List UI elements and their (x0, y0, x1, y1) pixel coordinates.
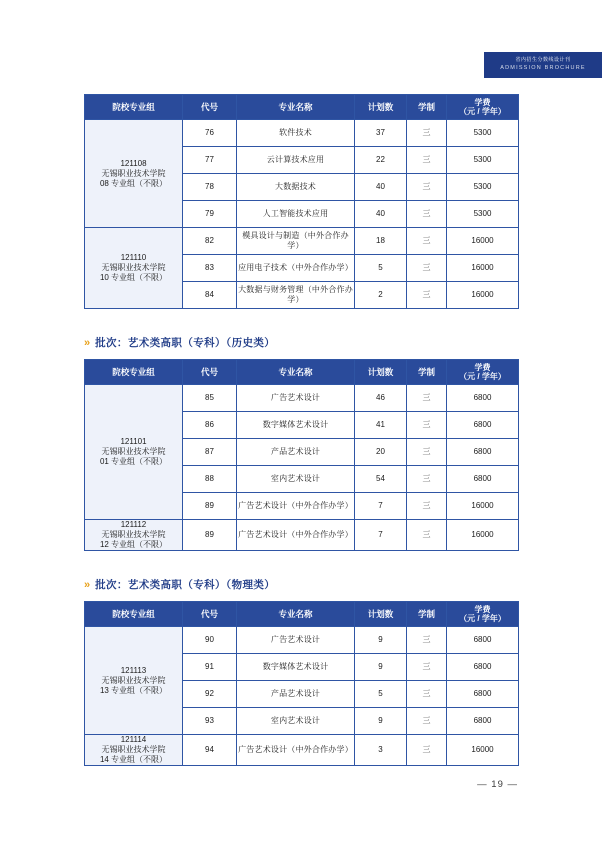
column-header: 代号 (183, 95, 237, 120)
years-cell: 三 (407, 385, 447, 412)
column-header (447, 95, 519, 120)
tuition-cell: 16000 (447, 282, 519, 309)
major-name-cell: 广告艺术设计（中外合作办学） (237, 493, 355, 520)
code-cell: 94 (183, 735, 237, 766)
major-group-cell (85, 385, 183, 520)
tuition-cell: 6800 (447, 385, 519, 412)
column-header-line1: 学费 (474, 362, 491, 372)
plan-table (84, 601, 519, 766)
years-cell: 三 (407, 466, 447, 493)
major-group-line: 无锡职业技术学院 (101, 263, 166, 272)
years-cell: 三 (407, 174, 447, 201)
plan-count-cell: 41 (355, 412, 407, 439)
major-group-line: 121113 (120, 665, 147, 675)
page-number: — 19 — (477, 779, 518, 790)
major-name-cell: 大数据与财务管理（中外合作办学） (237, 282, 355, 309)
major-group-line: 121110 (120, 253, 147, 262)
tuition-cell: 5300 (447, 120, 519, 147)
major-group-cell (85, 627, 183, 735)
column-header: 院校专业组 (85, 360, 183, 385)
column-header: 代号 (183, 360, 237, 385)
plan-count-cell: 22 (355, 147, 407, 174)
plan-block (84, 335, 518, 551)
major-name-cell: 广告艺术设计（中外合作办学） (237, 735, 355, 766)
table-header-row (85, 95, 519, 120)
major-name-cell: 人工智能技术应用 (237, 201, 355, 228)
column-header-line1: 学费 (474, 604, 491, 614)
column-header: 院校专业组 (85, 95, 183, 120)
years-cell: 三 (407, 147, 447, 174)
tuition-cell: 6800 (447, 439, 519, 466)
section-title-label: 批次：艺术类高职（专科）（物理类） (95, 579, 276, 591)
major-group-line: 无锡职业技术学院 (101, 530, 166, 539)
page-content (84, 94, 518, 766)
major-name-cell: 云计算技术应用 (237, 147, 355, 174)
plan-count-cell: 40 (355, 201, 407, 228)
double-chevron-icon: » (84, 336, 89, 349)
tuition-cell: 16000 (447, 255, 519, 282)
column-header (447, 360, 519, 385)
years-cell: 三 (407, 493, 447, 520)
major-group-line: 无锡职业技术学院 (101, 745, 166, 754)
plan-count-cell: 20 (355, 439, 407, 466)
code-cell: 92 (183, 681, 237, 708)
major-name-cell: 室内艺术设计 (237, 466, 355, 493)
years-cell: 三 (407, 708, 447, 735)
years-cell: 三 (407, 627, 447, 654)
column-header-line2: （元 / 学年） (459, 614, 506, 623)
tuition-cell: 6800 (447, 708, 519, 735)
column-header-line2: （元 / 学年） (459, 372, 506, 381)
column-header (447, 602, 519, 627)
table-header-row (85, 360, 519, 385)
years-cell: 三 (407, 228, 447, 255)
code-cell: 93 (183, 708, 237, 735)
column-header: 计划数 (355, 360, 407, 385)
plan-count-cell: 7 (355, 520, 407, 551)
code-cell: 91 (183, 654, 237, 681)
major-group-line: 13 专业组（不限） (99, 685, 168, 695)
column-header-line2: （元 / 学年） (459, 107, 506, 116)
column-header: 专业名称 (237, 95, 355, 120)
major-group-line: 121101 (120, 437, 147, 446)
plan-table (84, 94, 519, 309)
plan-count-cell: 3 (355, 735, 407, 766)
years-cell: 三 (407, 735, 447, 766)
code-cell: 77 (183, 147, 237, 174)
major-group-line: 无锡职业技术学院 (101, 675, 166, 685)
code-cell: 82 (183, 228, 237, 255)
years-cell: 三 (407, 282, 447, 309)
code-cell: 79 (183, 201, 237, 228)
years-cell: 三 (407, 439, 447, 466)
years-cell: 三 (407, 681, 447, 708)
column-header: 学制 (407, 360, 447, 385)
plan-block (84, 94, 518, 309)
tuition-cell: 5300 (447, 147, 519, 174)
major-name-cell: 广告艺术设计 (237, 627, 355, 654)
code-cell: 84 (183, 282, 237, 309)
column-header-line1: 学费 (474, 97, 491, 107)
table-header-row (85, 602, 519, 627)
years-cell: 三 (407, 520, 447, 551)
tuition-cell: 16000 (447, 493, 519, 520)
major-group-line: 无锡职业技术学院 (101, 168, 166, 178)
double-chevron-icon: » (84, 578, 89, 591)
plan-count-cell: 5 (355, 681, 407, 708)
column-header: 代号 (183, 602, 237, 627)
table-row (85, 735, 519, 766)
major-name-cell: 广告艺术设计（中外合作办学） (237, 520, 355, 551)
plan-count-cell: 46 (355, 385, 407, 412)
blocks-root (84, 94, 518, 766)
major-group-line: 121112 (120, 520, 147, 529)
tuition-cell: 6800 (447, 681, 519, 708)
major-name-cell: 软件技术 (237, 120, 355, 147)
corner-banner-cn: 省内招生分数线设计刊 (515, 57, 571, 64)
tuition-cell: 5300 (447, 201, 519, 228)
major-name-cell: 产品艺术设计 (237, 681, 355, 708)
corner-banner-en: ADMISSION BROCHURE (500, 64, 586, 71)
plan-count-cell: 5 (355, 255, 407, 282)
table-row (85, 627, 519, 654)
tuition-cell: 6800 (447, 466, 519, 493)
tuition-cell: 16000 (447, 735, 519, 766)
plan-count-cell: 2 (355, 282, 407, 309)
tuition-cell: 16000 (447, 520, 519, 551)
column-header: 院校专业组 (85, 602, 183, 627)
code-cell: 85 (183, 385, 237, 412)
tuition-cell: 6800 (447, 654, 519, 681)
major-group-line: 121114 (120, 735, 147, 744)
major-name-cell: 应用电子技术（中外合作办学） (237, 255, 355, 282)
major-group-cell (85, 735, 183, 766)
corner-banner (484, 52, 602, 78)
table-row (85, 228, 519, 255)
major-name-cell: 广告艺术设计 (237, 385, 355, 412)
column-header: 计划数 (355, 95, 407, 120)
code-cell: 90 (183, 627, 237, 654)
plan-count-cell: 7 (355, 493, 407, 520)
plan-count-cell: 18 (355, 228, 407, 255)
years-cell: 三 (407, 120, 447, 147)
major-group-line: 08 专业组（不限） (99, 178, 168, 188)
table-row (85, 385, 519, 412)
major-group-cell (85, 228, 183, 309)
code-cell: 89 (183, 493, 237, 520)
column-header: 学制 (407, 602, 447, 627)
major-name-cell: 数字媒体艺术设计 (237, 412, 355, 439)
code-cell: 78 (183, 174, 237, 201)
major-group-line: 121108 (120, 158, 147, 168)
major-name-cell: 大数据技术 (237, 174, 355, 201)
plan-count-cell: 9 (355, 708, 407, 735)
column-header: 专业名称 (237, 602, 355, 627)
code-cell: 86 (183, 412, 237, 439)
years-cell: 三 (407, 201, 447, 228)
major-name-cell: 数字媒体艺术设计 (237, 654, 355, 681)
major-group-line: 01 专业组（不限） (99, 457, 168, 466)
years-cell: 三 (407, 654, 447, 681)
table-row (85, 520, 519, 551)
major-group-line: 无锡职业技术学院 (101, 447, 166, 456)
section-title-label: 批次：艺术类高职（专科）（历史类） (95, 337, 276, 349)
major-group-line: 12 专业组（不限） (99, 540, 168, 549)
tuition-cell: 6800 (447, 412, 519, 439)
code-cell: 76 (183, 120, 237, 147)
plan-count-cell: 54 (355, 466, 407, 493)
section-title (84, 335, 518, 350)
code-cell: 87 (183, 439, 237, 466)
code-cell: 89 (183, 520, 237, 551)
plan-table (84, 359, 519, 551)
plan-count-cell: 9 (355, 654, 407, 681)
tuition-cell: 5300 (447, 174, 519, 201)
plan-count-cell: 37 (355, 120, 407, 147)
code-cell: 88 (183, 466, 237, 493)
plan-count-cell: 40 (355, 174, 407, 201)
section-title (84, 577, 518, 592)
major-name-cell: 模具设计与制造（中外合作办学） (237, 228, 355, 255)
major-name-cell: 产品艺术设计 (237, 439, 355, 466)
plan-block (84, 577, 518, 766)
column-header: 学制 (407, 95, 447, 120)
major-group-line: 10 专业组（不限） (99, 273, 168, 282)
tuition-cell: 6800 (447, 627, 519, 654)
plan-count-cell: 9 (355, 627, 407, 654)
major-group-line: 14 专业组（不限） (99, 755, 168, 764)
years-cell: 三 (407, 412, 447, 439)
major-group-cell (85, 520, 183, 551)
column-header: 计划数 (355, 602, 407, 627)
major-group-cell (85, 120, 183, 228)
table-row (85, 120, 519, 147)
code-cell: 83 (183, 255, 237, 282)
column-header: 专业名称 (237, 360, 355, 385)
major-name-cell: 室内艺术设计 (237, 708, 355, 735)
years-cell: 三 (407, 255, 447, 282)
tuition-cell: 16000 (447, 228, 519, 255)
